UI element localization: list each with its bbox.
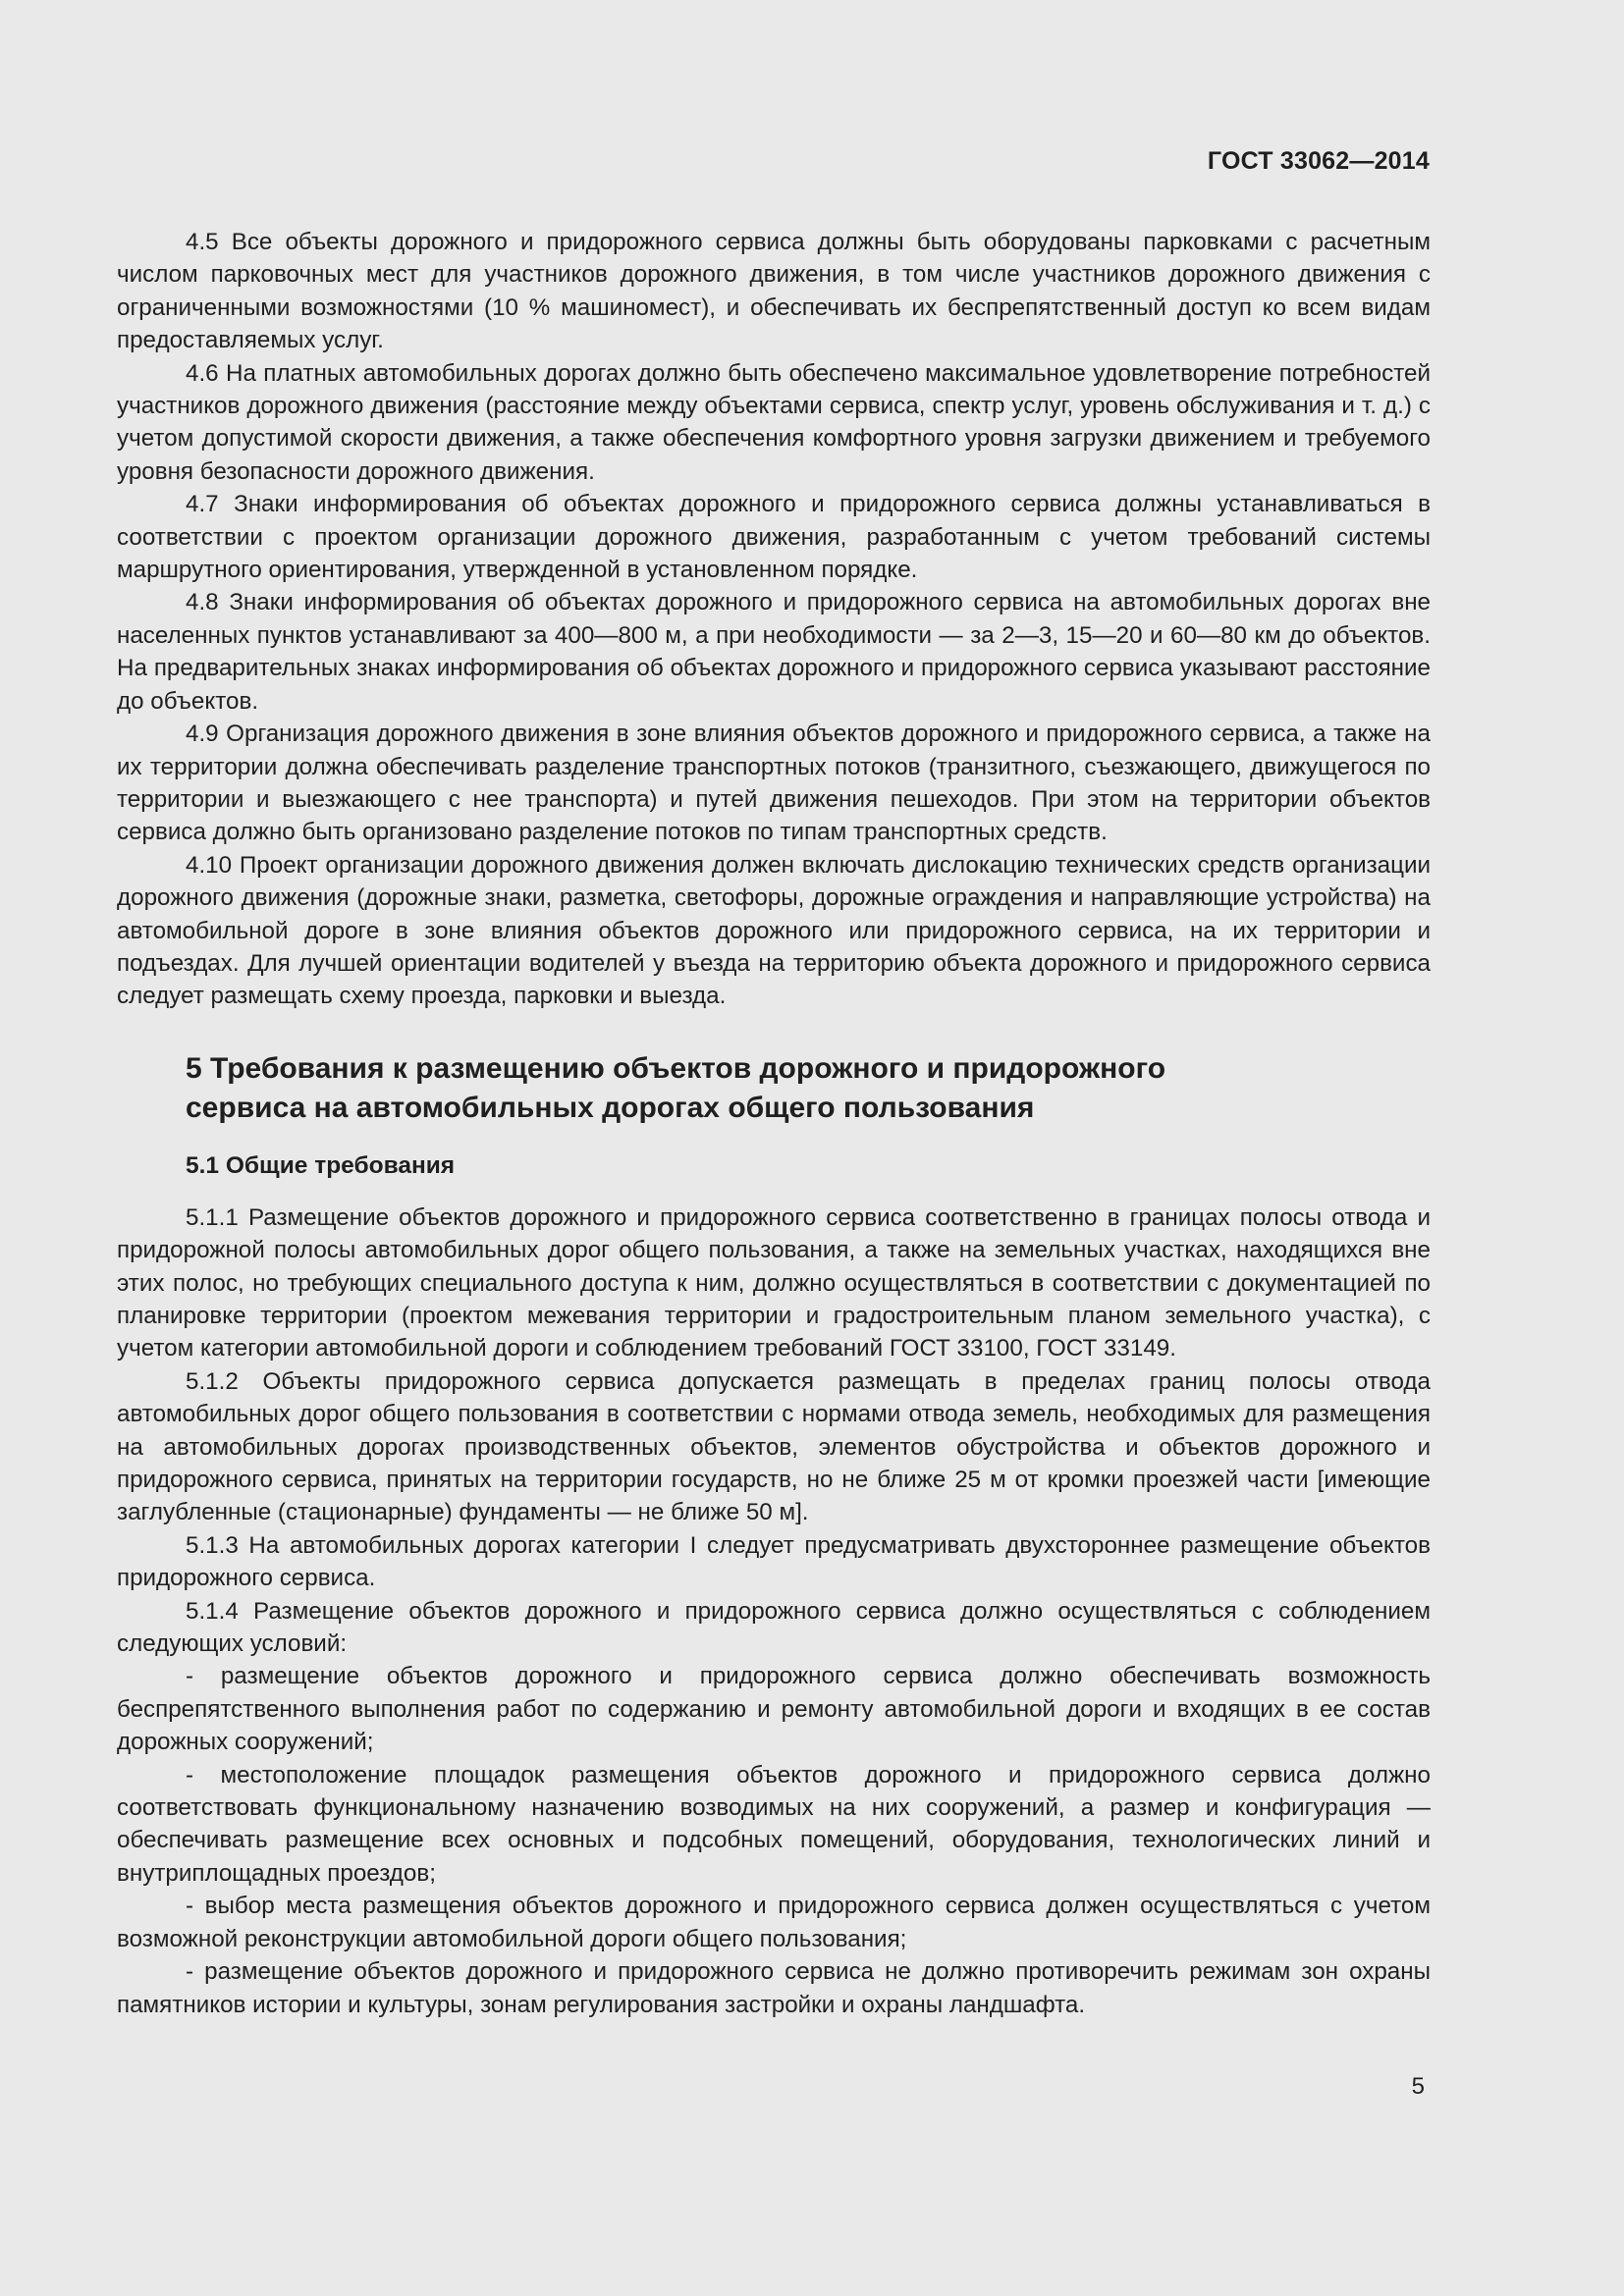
section-5-heading: 5 Требования к размещению объектов дорожного и придорожного сервиса на автомобильных дорогах общего пользования <box>186 1051 1166 1124</box>
paragraph-4-8: 4.8 Знаки информирования об объектах дорожного и придорожного сервиса на автомобильных дорогах вне населенных пунктов устанавливают за 400—800 м, а при необходимости — за 2—3, 15—20 и 60—80 км до объектов. На предварительных знаках информирования об объектах дорожного и придорожного сервиса указывают расстояние до объектов. <box>117 589 1431 715</box>
list-item-condition-4: - размещение объектов дорожного и придорожного сервиса не должно противоречить режимам зон охраны памятников истории и культуры, зонам регулирования застройки и охраны ландшафта. <box>117 1958 1431 2018</box>
paragraph-4-6: 4.6 На платных автомобильных дорогах должно быть обеспечено максимальное удовлетворение потребностей участников дорожного движения (расстояние между объектами сервиса, спектр услуг, уровень обслуживания и т. д.) с учетом допустимой скорости движения, а также обеспечения комфортного уровня загрузки движением и требуемого уровня безопасности дорожного движения. <box>117 359 1431 485</box>
paragraph-5-1-4: 5.1.4 Размещение объектов дорожного и придорожного сервиса должно осуществляться с соблюдением следующих условий: <box>117 1597 1431 1658</box>
paragraph-4-9: 4.9 Организация дорожного движения в зоне влияния объектов дорожного и придорожного сервиса, а также на их территории должна обеспечивать разделение транспортных потоков (транзитного, съезжающего, движущегося по территории и выезжающего с нее транспорта) и путей движения пешеходов. При этом на территории объектов сервиса должно быть организовано разделение потоков по типам транспортных средств. <box>117 721 1431 846</box>
list-item-condition-2: - местоположение площадок размещения объектов дорожного и придорожного сервиса должно соответствовать функциональному назначению возводимых на них сооружений, а размер и конфигурация — обеспечивать размещение всех основных и подсобных помещений, оборудования, технологических линий и внутриплощадных проездов; <box>117 1761 1431 1887</box>
paragraph-4-10: 4.10 Проект организации дорожного движения должен включать дислокацию технических средств организации дорожного движения (дорожные знаки, разметка, светофоры, дорожные ограждения и направляющие устройства) на автомобильной дороге в зоне влияния объектов дорожного или придорожного сервиса, на их территории и подъездах. Для лучшей ориентации водителей у въезда на территорию объекта дорожного и придорожного сервиса следует размещать схему проезда, парковки и выезда. <box>117 851 1431 1010</box>
paragraph-5-1-2: 5.1.2 Объекты придорожного сервиса допускается размещать в пределах границ полосы отвода автомобильных дорог общего пользования в соответствии с нормами отвода земель, необходимых для размещения на автомобильных дорогах производственных объектов, элементов обустройства и объектов дорожного и придорожного сервиса, принятых на территории государств, но не ближе 25 м от кромки проезжей части [имеющие заглубленные (стационарные) фундаменты — не ближе 50 м]. <box>117 1367 1431 1526</box>
list-item-condition-3: - выбор места размещения объектов дорожного и придорожного сервиса должен осуществляться с учетом возможной реконструкции автомобильной дороги общего пользования; <box>117 1893 1431 1952</box>
page-number: 5 <box>1411 2073 1425 2100</box>
list-item-condition-1: - размещение объектов дорожного и придорожного сервиса должно обеспечивать возможность беспрепятственного выполнения работ по содержанию и ремонту автомобильной дороги и входящих в ее состав дорожных сооружений; <box>117 1663 1431 1756</box>
paragraph-4-7: 4.7 Знаки информирования об объектах дорожного и придорожного сервиса должны устанавливаться в соответствии с проектом организации дорожного движения, разработанным с учетом требований системы маршрутного ориентирования, утвержденной в установленном порядке. <box>117 491 1431 584</box>
paragraph-5-1-1: 5.1.1 Размещение объектов дорожного и придорожного сервиса соответственно в границах полосы отвода и придорожной полосы автомобильных дорог общего пользования, а также на земельных участках, находящихся вне этих полос, но требующих специального доступа к ним, должно осуществляться в соответствии с документацией по планировке территории (проектом межевания территории и градостроительным планом земельного участка), с учетом категории автомобильной дороги и соблюдением требований ГОСТ 33100, ГОСТ 33149. <box>117 1203 1431 1362</box>
document-body <box>117 226 1431 2021</box>
paragraph-4-5: 4.5 Все объекты дорожного и придорожного сервиса должны быть оборудованы парковками с расчетным числом парковочных мест для участников дорожного движения, в том числе участников дорожного движения с ограниченными возможностями (10 % машиномест), и обеспечивать их беспрепятственный доступ ко всем видам предоставляемых услуг. <box>117 229 1431 354</box>
document-code-header: ГОСТ 33062—2014 <box>1207 147 1430 175</box>
paragraph-5-1-3: 5.1.3 На автомобильных дорогах категории I следует предусматривать двухстороннее размещение объектов придорожного сервиса. <box>117 1531 1431 1592</box>
subsection-5-1-heading: 5.1 Общие требования <box>186 1151 456 1179</box>
